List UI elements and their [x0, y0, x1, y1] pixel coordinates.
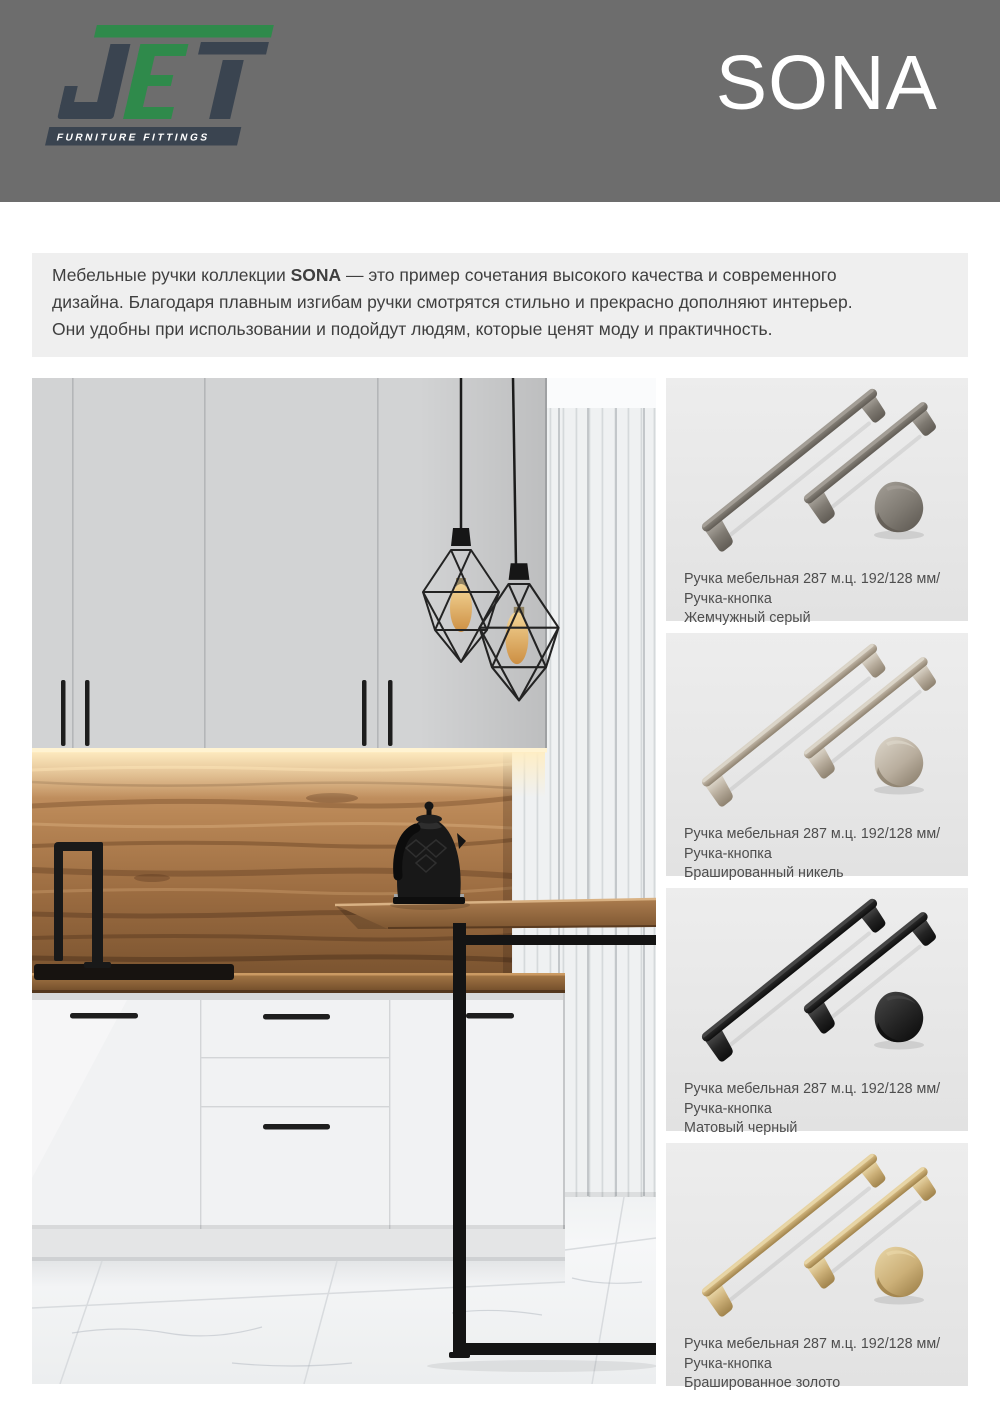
product-card-pearl-gray [666, 378, 968, 626]
product-image-handles-knob [666, 633, 968, 823]
collection-title: SONA [715, 40, 938, 126]
product-finish: Брашированное золото [684, 1375, 841, 1391]
sink [34, 964, 234, 980]
product-title: Ручка мебельная 287 м.ц. 192/128 мм/Ручка-кнопка [684, 1336, 941, 1372]
brand-tagline: FURNITURE FITTINGS [55, 132, 211, 144]
intro-line-1: Мебельные ручки коллекции SONA — это пример сочетания высокого качества и современного [52, 265, 837, 285]
product-image-handles-knob [666, 378, 968, 568]
product-caption [684, 1335, 958, 1394]
product-finish: Брашированный никель [684, 865, 844, 881]
kitchen-photo [32, 378, 656, 1384]
product-finish: Матовый черный [684, 1120, 798, 1136]
product-card-brushed-nickel [666, 633, 968, 881]
product-card-brushed-gold [666, 1143, 968, 1391]
logo-letter-j [57, 44, 130, 119]
intro-panel [32, 253, 968, 357]
product-title: Ручка мебельная 287 м.ц. 192/128 мм/Ручка-кнопка [684, 826, 941, 862]
product-title: Ручка мебельная 287 м.ц. 192/128 мм/Ручка-кнопка [684, 571, 941, 607]
product-finish: Жемчужный серый [684, 610, 811, 626]
product-image-handles-knob [666, 888, 968, 1078]
intro-line-2: дизайна. Благодаря плавным изгибам ручки смотрятся стильно и прекрасно дополняют интерьер. [52, 292, 853, 312]
brand-logo [42, 20, 277, 152]
product-caption [684, 1080, 958, 1139]
logo-top-bar [94, 25, 274, 38]
product-caption [684, 570, 958, 629]
header [0, 0, 1000, 202]
logo-letter-t [183, 42, 269, 119]
bar-table [335, 899, 656, 929]
intro-line-3: Они удобны при использовании и подойдут людям, которые ценят моду и практичность. [52, 319, 773, 339]
logo-letter-e [123, 44, 188, 119]
product-card-matte-black [666, 888, 968, 1136]
product-title: Ручка мебельная 287 м.ц. 192/128 мм/Ручка-кнопка [684, 1081, 941, 1117]
product-image-handles-knob [666, 1143, 968, 1333]
product-caption [684, 825, 958, 884]
product-card-list [666, 378, 968, 1391]
